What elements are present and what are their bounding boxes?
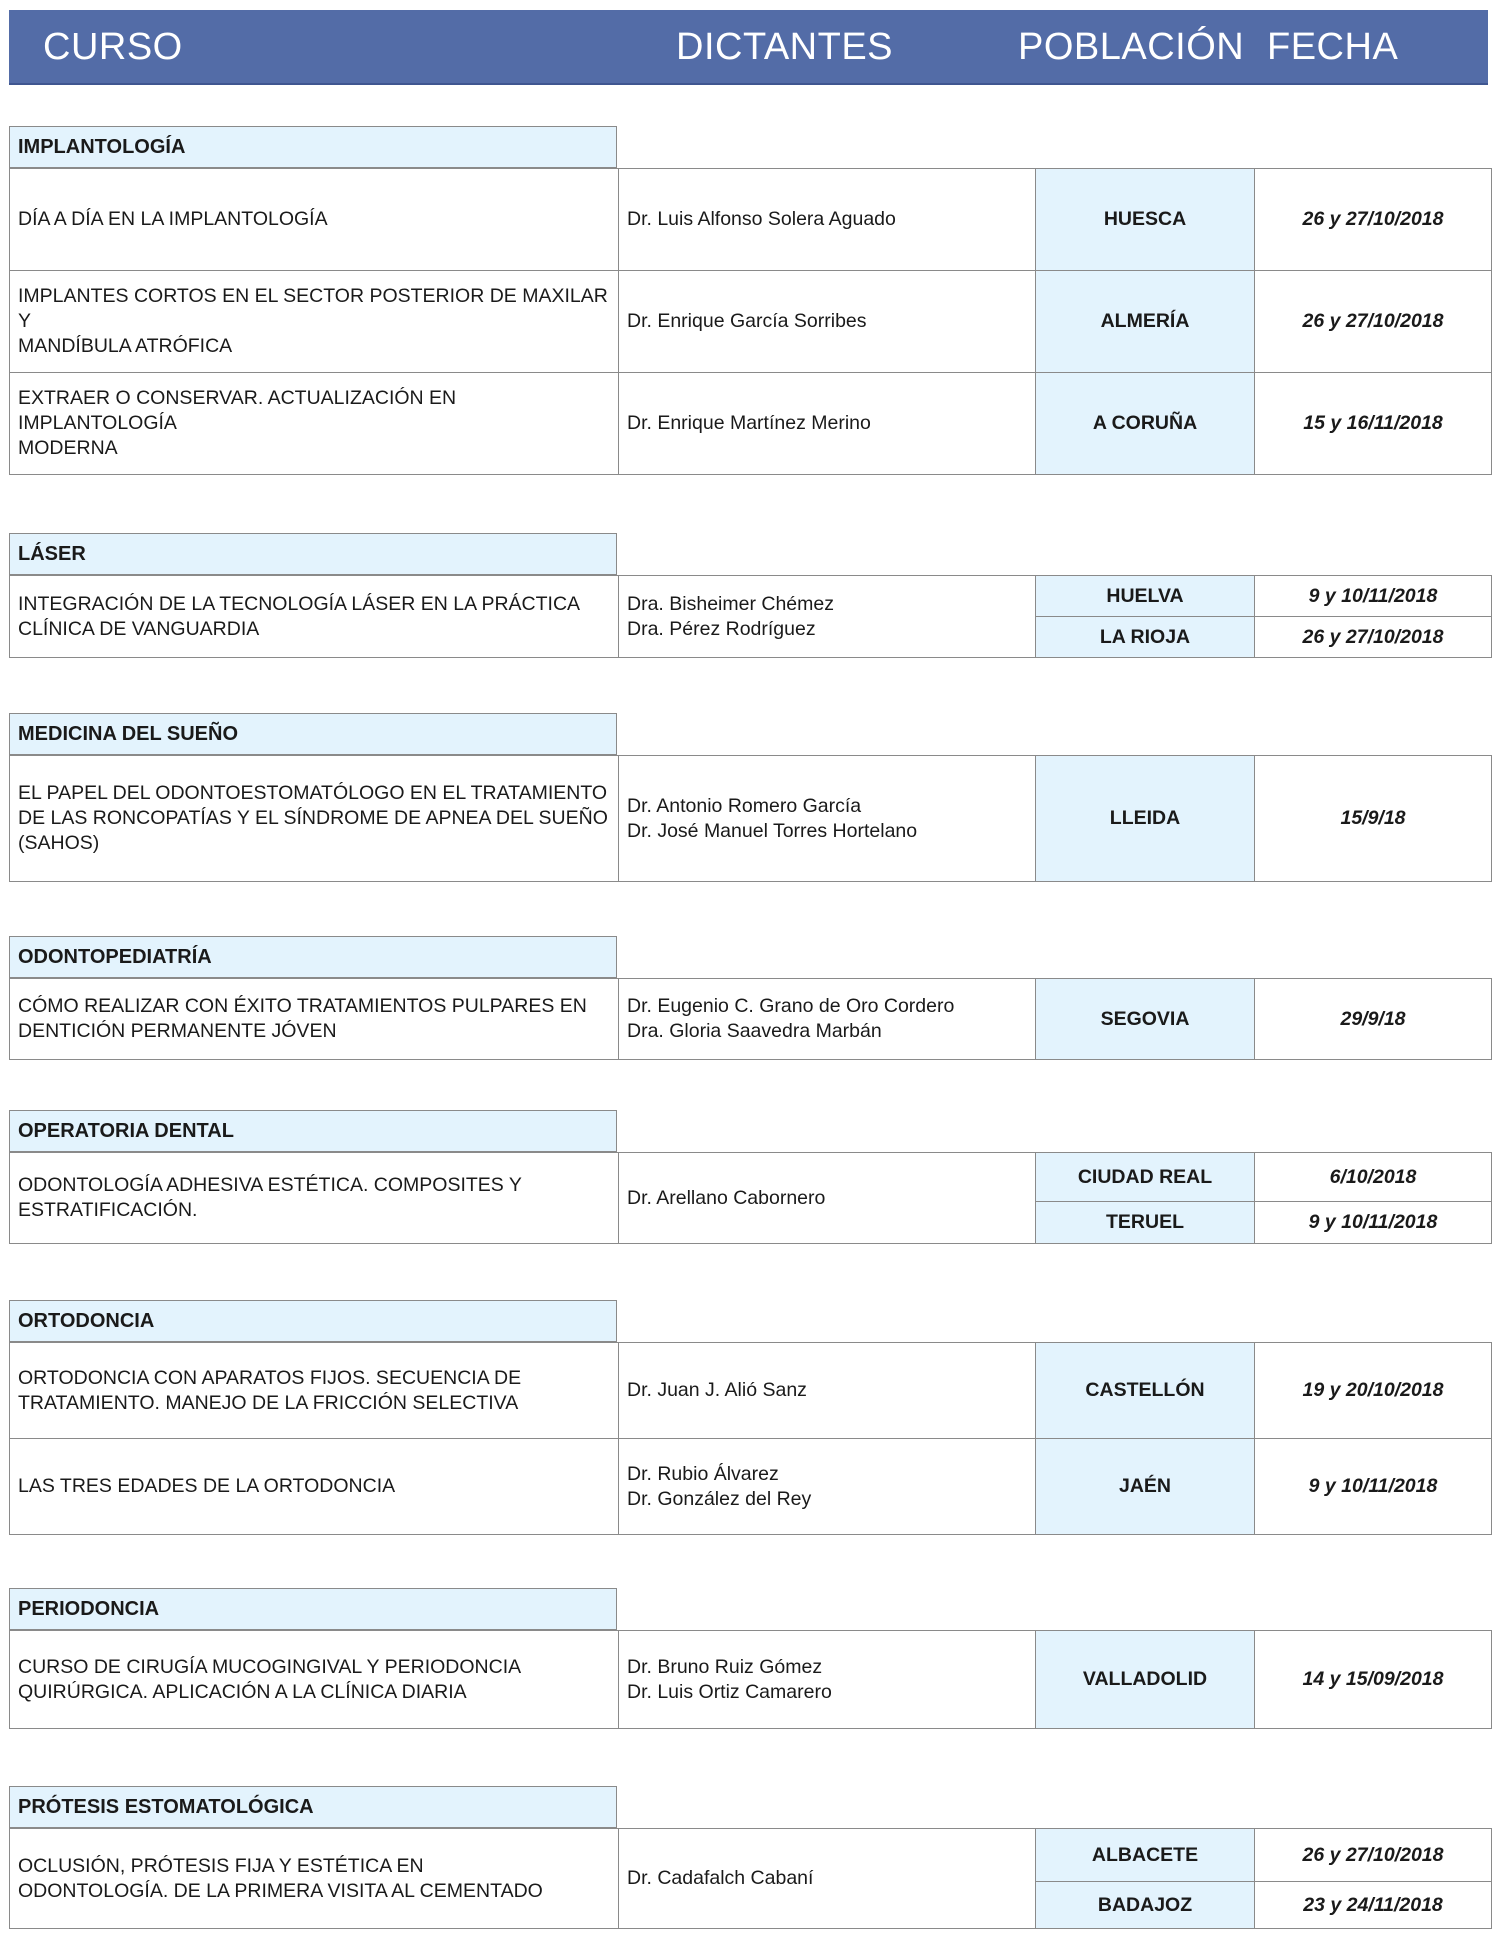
course-table xyxy=(9,1152,1492,1244)
session-city: HUESCA xyxy=(1036,169,1255,271)
course-title-line: CÓMO REALIZAR CON ÉXITO TRATAMIENTOS PULPARES EN xyxy=(18,995,587,1017)
section-title: ODONTOPEDIATRÍA xyxy=(9,936,617,978)
course-title-line: MODERNA xyxy=(18,437,118,459)
lecturer-name: Dr. González del Rey xyxy=(627,1487,812,1510)
session-date: 19 y 20/10/2018 xyxy=(1255,1343,1492,1439)
session-city: SEGOVIA xyxy=(1036,979,1255,1060)
course-lecturers xyxy=(619,1153,1036,1244)
course-title xyxy=(10,271,619,373)
course-lecturers xyxy=(619,979,1036,1060)
course-lecturers xyxy=(619,169,1036,271)
column-header-bar xyxy=(9,10,1488,85)
lecturer-name: Dr. Juan J. Alió Sanz xyxy=(627,1379,807,1401)
course-title-line: INTEGRACIÓN DE LA TECNOLOGÍA LÁSER EN LA PRÁCTICA xyxy=(18,592,581,615)
session-city: TERUEL xyxy=(1036,1202,1255,1244)
course-lecturers xyxy=(619,1439,1036,1535)
course-title xyxy=(10,169,619,271)
session-city: HUELVA xyxy=(1036,576,1255,617)
session-date: 6/10/2018 xyxy=(1255,1153,1492,1202)
section-title: OPERATORIA DENTAL xyxy=(9,1110,617,1152)
course-title xyxy=(10,1343,619,1439)
table-row xyxy=(10,373,1492,475)
course-lecturers xyxy=(619,1631,1036,1729)
course-title xyxy=(10,576,619,658)
lecturer-name: Dr. Rubio Álvarez xyxy=(627,1462,779,1485)
section-title: PERIODONCIA xyxy=(9,1588,617,1630)
course-table xyxy=(9,575,1492,658)
session-city: LLEIDA xyxy=(1036,756,1255,882)
lecturer-name: Dra. Bisheimer Chémez xyxy=(627,592,834,615)
session-date: 9 y 10/11/2018 xyxy=(1255,1202,1492,1244)
course-title-line: ODONTOLOGÍA ADHESIVA ESTÉTICA. COMPOSITES Y xyxy=(18,1174,522,1196)
course-table xyxy=(9,168,1492,475)
session-date: 26 y 27/10/2018 xyxy=(1255,617,1492,658)
course-title xyxy=(10,979,619,1060)
course-title-line: (SAHOS) xyxy=(18,832,100,854)
lecturer-name: Dr. Bruno Ruiz Gómez xyxy=(627,1655,823,1678)
course-title-line: ESTRATIFICACIÓN. xyxy=(18,1199,198,1221)
table-row xyxy=(10,576,1492,617)
session-date: 26 y 27/10/2018 xyxy=(1255,1829,1492,1882)
course-title-line: ORTODONCIA CON APARATOS FIJOS. SECUENCIA DE xyxy=(18,1366,522,1389)
session-city: ALBACETE xyxy=(1036,1829,1255,1882)
course-title-line: DE LAS RONCOPATÍAS Y EL SÍNDROME DE APNEA DEL SUEÑO xyxy=(18,807,608,829)
session-city: VALLADOLID xyxy=(1036,1631,1255,1729)
course-title-line: IMPLANTES CORTOS EN EL SECTOR POSTERIOR DE MAXILAR Y xyxy=(18,285,608,332)
header-fecha: FECHA xyxy=(1267,26,1399,68)
course-title-line: OCLUSIÓN, PRÓTESIS FIJA Y ESTÉTICA EN xyxy=(18,1854,424,1877)
course-title-line: LAS TRES EDADES DE LA ORTODONCIA xyxy=(18,1475,396,1497)
lecturer-name: Dr. Luis Alfonso Solera Aguado xyxy=(627,208,896,230)
course-title xyxy=(10,1829,619,1929)
session-city: LA RIOJA xyxy=(1036,617,1255,658)
session-city: JAÉN xyxy=(1036,1439,1255,1535)
course-table xyxy=(9,1342,1492,1535)
session-date: 9 y 10/11/2018 xyxy=(1255,576,1492,617)
table-row xyxy=(10,756,1492,882)
table-row xyxy=(10,1439,1492,1535)
header-poblacion: POBLACIÓN xyxy=(1018,26,1245,68)
course-title-line: DENTICIÓN PERMANENTE JÓVEN xyxy=(18,1020,337,1042)
section-title: PRÓTESIS ESTOMATOLÓGICA xyxy=(9,1786,617,1828)
session-date: 14 y 15/09/2018 xyxy=(1255,1631,1492,1729)
table-row xyxy=(10,1829,1492,1882)
lecturer-name: Dr. Cadafalch Cabaní xyxy=(627,1867,814,1889)
course-title xyxy=(10,1439,619,1535)
lecturer-name: Dra. Pérez Rodríguez xyxy=(627,617,816,640)
course-title-line: EXTRAER O CONSERVAR. ACTUALIZACIÓN EN IMPLANTOLOGÍA xyxy=(18,387,457,434)
course-title xyxy=(10,756,619,882)
session-date: 26 y 27/10/2018 xyxy=(1255,169,1492,271)
course-lecturers xyxy=(619,756,1036,882)
lecturer-name: Dr. José Manuel Torres Hortelano xyxy=(627,819,918,842)
header-dictantes: DICTANTES xyxy=(676,26,894,68)
course-table xyxy=(9,1630,1492,1729)
lecturer-name: Dr. Enrique García Sorribes xyxy=(627,310,867,332)
section-title: IMPLANTOLOGÍA xyxy=(9,126,617,168)
course-title-line: ODONTOLOGÍA. DE LA PRIMERA VISITA AL CEMENTADO xyxy=(18,1879,543,1902)
course-title-line: CLÍNICA DE VANGUARDIA xyxy=(18,617,260,640)
course-title-line: TRATAMIENTO. MANEJO DE LA FRICCIÓN SELECTIVA xyxy=(18,1391,519,1414)
course-title-line: QUIRÚRGICA. APLICACIÓN A LA CLÍNICA DIARIA xyxy=(18,1680,467,1703)
course-title xyxy=(10,1631,619,1729)
session-city: CIUDAD REAL xyxy=(1036,1153,1255,1202)
course-title-line: CURSO DE CIRUGÍA MUCOGINGIVAL Y PERIODONCIA xyxy=(18,1655,522,1678)
course-table xyxy=(9,755,1492,882)
lecturer-name: Dr. Luis Ortiz Camarero xyxy=(627,1680,832,1703)
section-title: LÁSER xyxy=(9,533,617,575)
course-title-line: DÍA A DÍA EN LA IMPLANTOLOGÍA xyxy=(18,208,328,230)
lecturer-name: Dr. Eugenio C. Grano de Oro Cordero xyxy=(627,995,955,1017)
course-table xyxy=(9,978,1492,1060)
lecturer-name: Dr. Enrique Martínez Merino xyxy=(627,412,871,434)
course-title-line: EL PAPEL DEL ODONTOESTOMATÓLOGO EN EL TRATAMIENTO xyxy=(18,782,608,804)
session-date: 23 y 24/11/2018 xyxy=(1255,1882,1492,1929)
course-title-line: MANDÍBULA ATRÓFICA xyxy=(18,335,233,357)
session-date: 26 y 27/10/2018 xyxy=(1255,271,1492,373)
lecturer-name: Dr. Antonio Romero García xyxy=(627,794,862,817)
course-lecturers xyxy=(619,1343,1036,1439)
lecturer-name: Dr. Arellano Cabornero xyxy=(627,1186,826,1209)
session-date: 29/9/18 xyxy=(1255,979,1492,1060)
table-row xyxy=(10,979,1492,1060)
table-row xyxy=(10,169,1492,271)
lecturer-name: Dra. Gloria Saavedra Marbán xyxy=(627,1020,882,1042)
course-lecturers xyxy=(619,576,1036,658)
table-row xyxy=(10,1153,1492,1202)
session-city: CASTELLÓN xyxy=(1036,1343,1255,1439)
session-date: 15/9/18 xyxy=(1255,756,1492,882)
course-title xyxy=(10,373,619,475)
session-date: 9 y 10/11/2018 xyxy=(1255,1439,1492,1535)
table-row xyxy=(10,271,1492,373)
course-title xyxy=(10,1153,619,1244)
session-city: BADAJOZ xyxy=(1036,1882,1255,1929)
course-lecturers xyxy=(619,271,1036,373)
header-curso: CURSO xyxy=(43,26,183,68)
table-row xyxy=(10,1343,1492,1439)
session-city: A CORUÑA xyxy=(1036,373,1255,475)
session-city: ALMERÍA xyxy=(1036,271,1255,373)
course-lecturers xyxy=(619,373,1036,475)
course-table xyxy=(9,1828,1492,1929)
course-lecturers xyxy=(619,1829,1036,1929)
session-date: 15 y 16/11/2018 xyxy=(1255,373,1492,475)
section-title: ORTODONCIA xyxy=(9,1300,617,1342)
section-title: MEDICINA DEL SUEÑO xyxy=(9,713,617,755)
table-row xyxy=(10,1631,1492,1729)
